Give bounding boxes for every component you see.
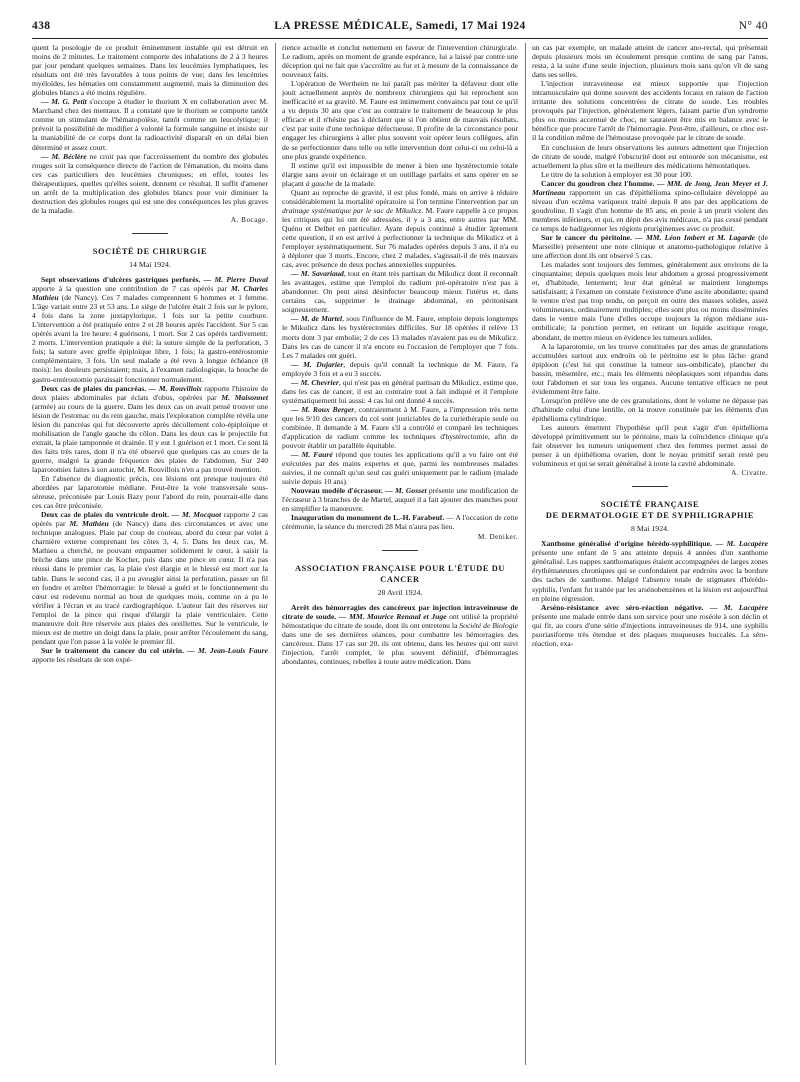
section-separator: [132, 233, 168, 234]
section-date: 8 Mai 1924.: [631, 524, 669, 534]
author-name: — M. Gosset: [382, 486, 427, 496]
paragraph-text: ont utilisé la propriété hémostatique du citrate de soude, dont ils ont entretenu la: [282, 611, 518, 630]
paragraph-text: apporte à la question une contribution de 7 cas opérés par: [32, 284, 231, 294]
author-signature: A. Civatte.: [731, 469, 768, 478]
paragraph: L'injection intraveineuse est mieux supportée que l'injection intramusculaire qui donne souvent des accidents locaux en raison de l'action irritante des solutions concentrées de citrate de soude. Les troubles provoqués par l'injection, généralement légers, faisant partie d'un syndrome plus ou moins accentué de choc, ne sauraient être mis en balance avec le bénéfice que procure l'arrêt de l'hémorragie. Peut-être, d'ailleurs, ce choc est-il la condition même de l'hémostase provoquée par le citrate de soude.: [532, 79, 768, 143]
article: [282, 486, 518, 513]
column-divider: [275, 43, 276, 1065]
section-heading: DE DERMATOLOGIE ET DE SYPHILIGRAPHIE: [545, 511, 755, 521]
article: [532, 233, 768, 260]
author-name: — M. de Martel: [291, 314, 343, 324]
paragraph: En l'absence de diagnostic précis, ces lésions ont presque toujours été abordées par laparotomie médiane. Peut-être la voie transversale sous-séreuse, préconisée par Louis Bazy pour l'abord du rein, pourrait-elle dans ces cas être préconisée.: [32, 474, 268, 511]
emphasis: à gauche: [305, 178, 334, 188]
emphasis: drainage systématique par le sac de Mikulicz.: [282, 205, 424, 215]
article-title: Arrêt des hémorragies des cancéreux par injection intraveineuse de citrate de soude.: [282, 602, 518, 621]
author-name: M. Charles Mathieu: [32, 284, 268, 303]
author-name: — MM. Maurice Renaud et Juge: [336, 611, 447, 621]
issue-number: N° 40: [738, 20, 768, 32]
article: [532, 539, 768, 602]
emphasis: Société de Biologie: [459, 620, 518, 630]
paragraph: [282, 405, 518, 450]
paragraph: un cas par exemple, un malade atteint de cancer ano-rectal, qui présentait depuis plusieurs mois un écoulement presque continu de sang par l'anus, resta, à la suite d'une seule injection, plusieurs mois sans qu'on vît de sang dans ses selles.: [532, 43, 768, 80]
section-separator: [382, 550, 418, 551]
paragraph: quent la posologie de ce produit éminemment instable qui est détruit en moins de 2 minutes. Le traitement comporte des inhalations de 2 à 3 heures par jour pendant quelques semaines. Dans les leucémies lymphatiques, les résultats ont été très favorables à tous points de vue; dans les leucémies myéloïdes, les hématies ont constamment augmenté, mais la diminution des globules blancs a été moins régulière.: [32, 43, 268, 98]
section-separator: [632, 486, 668, 487]
article: [282, 603, 518, 666]
paragraph: [282, 360, 518, 378]
paragraph: A la laparotomie, on les trouve constituées par des amas de granulations accumulées surtout aux endroits où le péritoine est le plus lâche: grand épiploon (c'est lui qui constitue la tumeur sus-ombilicale), plancher du bassin, mésentère, etc.; mais les éléments néoplasiques sont répandus dans tout l'abdomen et sur tous les organes. Aucune tentative efficace ne peut évidemment être faite.: [532, 341, 768, 396]
article: [282, 513, 518, 531]
paragraph-text: rapportent un cas d'épithélioma spino-cellulaire développé au niveau d'un eczéma variqueux traité depuis 8 ans par des applications de goudroline. Il s'agit d'un homme de 85 ans, en proie à un prurit violent des membres inférieurs, et qui, en dépit des avis médicaux, n'a pas cessé pendant ce temps de badigeonner les régions pruriginenses avec ce produit.: [532, 187, 768, 233]
author-name: — MM. de Jong, Jean Meyer et J. Martineau: [532, 178, 768, 197]
column-1: [32, 43, 268, 1067]
paragraph-text: rapporte l'histoire de deux plaies abdominales par éclats d'obus, opérées par: [32, 383, 268, 402]
paragraph: L'opération de Wertheim ne lui paraît pas mériter la défaveur dont elle jouit actuellement auprès de nombreux chirurgiens qui lui reprochent son inefficacité et sa gravité. M. Faure est intimement convaincu par tout ce qu'il a vu depuis 30 ans que c'est au contraire le traitement de beaucoup le plus efficace et il n'hésite pas à déclarer que si l'on obtient de mauvais résultats, c'est par suite d'une technique défectueuse. Il profite de la circonstance pour engager les chirurgiens à aller plus souvent voir opérer leurs collègues, afin de se perfectionner dans telle ou telle intervention dont celui-ci ou celui-là a une plus grande expérience.: [282, 79, 518, 161]
paragraph-text: rapporte 2 cas opérés par: [32, 510, 268, 529]
section-date: 14 Mai 1924.: [129, 259, 171, 269]
column-3: [532, 43, 768, 1067]
page-number: 438: [32, 20, 51, 32]
author-signature: M. Deniker.: [477, 532, 518, 541]
article-title: Xanthome généralisé d'origine hérédo-syphilitique.: [541, 539, 712, 549]
column-2: [282, 43, 518, 1067]
author-name: — M. Fauré: [291, 450, 333, 460]
author-name: — M. Rouvillois: [146, 383, 202, 393]
paragraph-text: apporte les résultats de son expé-: [32, 654, 133, 664]
paragraph: [282, 161, 518, 188]
paragraph-text: , tout en étant très partisan du Mikulicz dont il reconnaît les avantages, estime que l'emploi du radium pré-opératoire n'est pas à abandonner. On peut ainsi désinfecter beaucoup mieux l'utérus et, dans certains cas, supprimer le drainage abdominal, en péritonisant soigneusement.: [282, 269, 518, 315]
author-name: — M. Béclère: [41, 151, 87, 161]
paragraph-text: Quant au reproche de gravité, il est plus fondé, mais on arrive à réduire considérablement la mortalité opératoire si l'on termine l'intervention par un: [282, 187, 518, 206]
author-name: — M. Pierre Duval: [200, 274, 268, 284]
author-name: — M. G. Petit: [41, 97, 87, 107]
paragraph: En conclusion de leurs observations les auteurs admettent que l'injection de citrate de soude, malgré l'obscurité dont est entourée son mécanisme, est actuellement la plus sûre et la meilleure des médications hémostatiques.: [532, 142, 768, 170]
paragraph-text: , contrairement à M. Faure, a l'impression très nette que les 9/10 des cancers du col sont justiciables de la curiethérapie seule ou combinée. Il demande à M. Faure s'il a contrôlé et comparé les techniques d'application de radium comme les techniques d'hystérectomie, afin de pouvoir établir un parallèle équitable.: [282, 404, 518, 451]
paragraph-text: (de Nancy) dans des circonstances et avec une technique analogues. Plaie par coup de couteau, abord du cœur par volet à charnière externe comprenant les côtes 3, 4, 5. Dans les deux cas, M. Mathieu a cherché, ne pouvant empaumer solidement le cœur, à saisir la brèche dans une pince de Kocher, puis dans une pince en cœur. Il n'a pas réussi dans le premier cas, la plaie s'est élargie et le blessé est mort sur la table. Dans le second cas, il a pu aveugler ainsi la perforation, passer un fil en fondre et arrêter l'hémorragie: le blessé a guéri et le fonctionnement du cœur est redevenu normal au bout de quelques mois, comme on a pu le vérifier à l'écran et au tracé cardiographique. L'auteur fait des réserves sur l'emploi de la pince qui risque d'élargir la plaie ventriculaire. Cette manœuvre doit être réservée aux plaies des oreillettes. Sur le ventricule, le mieux est de mettre un doigt dans la plaie, pour arrêter l'écoulement du sang, pendant que l'on passe à la volée le premier fil.: [32, 519, 268, 646]
paragraph-text: s'occupe à étudier le thorium X en collaboration avec M. Marchand chez des mentaux. Il a constaté que le thorium se comporte tantôt comme un stimulant de l'hématopoïèse, tantôt comme un leucolytique; il prévoit la possibilité de modifier à volonté la formule sanguine et insiste sur la maniabilité de ce corps dont la radioactivité disparaît en un délai bien déterminé et assez court.: [32, 97, 268, 152]
newspaper-page: [32, 18, 768, 1068]
paragraph: Les malades sont toujours des femmes, généralement aux environs de la cinquantaine; depuis quelques mois leur abdomen a grossi progressivement et, d'habitude, lentement; leur état général se maintient longtemps satisfaisant; à l'examen on constate l'existence d'une ascite abondante; quand le ventre n'est pas trop tendu, on perçoit en outre des masses solides, assez volumineuses, ordinairement multiples; elles sont plus ou moins disséminées dans le ventre mais l'une d'elles occupe toujours la région médiane sus-ombilicale; la ponction permet, en retirant un liquide ascitique rouge, abondant, de mettre mieux en évidence les tumeurs solides.: [532, 260, 768, 342]
article-title: Arséno-résistance avec séro-réaction négative.: [541, 602, 704, 612]
paragraph: Lorsqu'on prélève une de ces granulations, dont le volume ne dépasse pas d'habitude celui d'une lentille, on la trouve constituée par les éléments d'un épithélioma cylindrique.: [532, 395, 768, 423]
author-name: — M. Savariaud: [291, 269, 344, 279]
paragraph: [32, 152, 268, 215]
article-title: Deux cas de plaies du ventricule droit.: [41, 510, 169, 520]
paragraph: Les auteurs émettent l'hypothèse qu'il peut s'agir d'un épithélioma développé primitivement sur le péritoine, mais la coïncidence clinique qu'a fait observer les tumeurs uniquement chez des femmes permet aussi de penser à un épithélioma ovarien, dont le noyau primitif serait resté peu volumineux et qui se serait généralisé à toute la cavité abdominale.: [532, 422, 768, 469]
article: [32, 510, 268, 646]
paragraph-text: ne croit pas que l'accroissement du nombre des globules rouges soit la conséquence directe de l'action de l'émanation, du moins dans ces cas particuliers des leucémies chroniques; en effet, toutes les thérapeutiques, quelles qu'elles soient, donnent ce résultat. Il suffit d'amener un arrêt de la multiplication des globules blancs pour voir diminuer la destruction des globules rouges qui est une des conséquences les plus graves de la maladie.: [32, 151, 268, 215]
paragraph-text: présente une enfant de 5 ans atteinte depuis 4 années d'un xanthome généralisé. Les nappes xanthomatiques étaient accompagnées de larges zones érythémateuses chroniques qui se confondaient par endroits avec la bordure des taches de xanthome. Malgré l'absence totale de stigmates d'hérédo-syphilis, l'enfant fut traitée par les arsénobenzènes et la lésion est aujourd'hui en pleine régression.: [532, 548, 768, 603]
author-name: — M. Mocquot: [168, 510, 222, 520]
article: [532, 603, 768, 648]
paragraph: [32, 97, 268, 151]
paragraph-text: — A l'occasion de cette cérémonie, la séance du mercredi 28 Mai n'aura pas lieu.: [282, 513, 518, 532]
article-title: Sur le traitement du cancer du col utérin.: [41, 645, 185, 655]
paragraph: [282, 188, 518, 269]
author-name: M. Maisonnet: [221, 392, 268, 402]
paragraph-text: (de Marseille) présentent une note clinique et anatomo-pathologique relative à une affection dont ils ont observé 5 cas.: [532, 232, 768, 261]
author-signature: A. Bocage.: [230, 215, 268, 224]
author-name: — M. Jean-Louis Faure: [184, 645, 268, 655]
column-divider: [525, 43, 526, 1065]
section-heading: ASSOCIATION FRANÇAISE POUR L'ÉTUDE DU CANCER: [294, 563, 506, 584]
article-title: Sur le cancer du péritoine.: [541, 232, 632, 242]
paragraph-text: présente une modification de l'écraseur à 3 branches de de Martel, auquel il a fait ajouter des manches pour en simplifier la manœuvre.: [282, 486, 518, 514]
paragraph-text: , qui n'est pas en général partisan du Mikulicz, estime que, dans les cas de cancer, il est au contraire tout à fait indiqué et il l'emploie systématiquement lui aussi: 4 cas lui ont donné 4 succès.: [282, 377, 518, 405]
article: [32, 646, 268, 664]
article-title: Cancer du goudron chez l'homme.: [541, 178, 655, 188]
paragraph-text: de la malade.: [333, 178, 376, 188]
paragraph-text: , depuis qu'il connaît la technique de M. Faure, l'a employée 3 fois et a eu 3 succès.: [282, 359, 518, 378]
article-title: Inauguration du monument de L.-H. Farabeuf.: [291, 513, 445, 523]
paragraph-text: Il estime qu'il est impossible de mener à bien une hystérectomie totale élargie sans avoir un éclairage et un outillage parfaits et sans opérer en se plaçant: [282, 160, 518, 188]
section-heading: SOCIÉTÉ FRANÇAISE: [600, 500, 700, 510]
section-date: 28 Avril 1924.: [377, 587, 423, 597]
paragraph: [282, 450, 518, 486]
article: [32, 275, 268, 384]
paragraph-text: , sous l'influence de M. Faure, emploie depuis longtemps le Mikulicz dans les hystérectomies difficiles. Sur 18 opérées il relève 13 morts dont 3 par embolie; 2 de ces 13 malades n'avaient pas eu de Mikulicz. Dans les cas de cancer il n'a encore eu l'occasion de l'employer que 7 fois. Les 7 malades ont guéri.: [282, 314, 518, 360]
article-title: Nouveau modèle d'écraseur.: [291, 486, 383, 496]
section-heading: SOCIÉTÉ DE CHIRURGIE: [92, 246, 208, 256]
paragraph: rience actuelle et conclut nettement en faveur de l'intervention chirurgicale. Le radium, après un moment de grande espérance, lui a laissé par contre une déception qui ne fait que s'accroître au fur et à mesure de la connaissance de nouveaux faits.: [282, 43, 518, 80]
paragraph-text: (armée) au cours de la guerre. Dans les deux cas on avait pensé trouver une lésion de l'estomac ou du rein gauche, mais l'exploration complète révéla une lésion du pancréas qui fut découverte après décollement colo-épiploïque et mobilisation de l'angle gauche du côlon. Dans les deux cas le projectile fut extrait, la plaie tamponnée et drainée. Il y eut 1 guérison et 1 mort. Ce sont là des faits très rares, dont il n'a été observé que quelques cas au cours de la guerre, malgré la grande fréquence des plaies de l'abdomen. Sur 240 laparotomies faites à son autochir, M. Rouvillois n'en a pas trouvé mention.: [32, 401, 268, 474]
article-title: Sept observations d'ulcères gastriques perforés.: [41, 274, 201, 284]
paragraph-text: présente une malade entrée dans son service pour une roséole à son déclin et qui fit, au cours d'une série d'injections intraveineuses de 914, une syphilis psoriasiforme très étendue et des plaques muqueuses buccales. La séro-réaction, exa-: [532, 611, 768, 648]
author-name: — M. Lacapère: [711, 539, 768, 549]
journal-title: LA PRESSE MÉDICALE, Samedi, 17 Mai 1924: [274, 20, 526, 32]
paragraph-text: dans une de ses dernières séances, pour combattre les hémorragies des cancéreux. Dans 17 cas sur 20, ils ont obtenu, dans les heures qui ont suivi l'injection, l'arrêt complet, le plus souvent définitif, d'hémorragies abondantes, continues, rebelles à toute autre médication. Dans: [282, 629, 518, 666]
author-name: — M. Lacapère: [703, 602, 768, 612]
article: [532, 179, 768, 233]
author-name: — MM. Léon Imbert et M. Lagarde: [631, 232, 756, 242]
paragraph-text: M. Faure rappelle à ce propos les critiques qui lui ont été adressées, il y a 3 ans, entre autres par MM. Quénu et Delbet en particulier. Ayant depuis continué à étudier âprement cette question, il en est arrivé à perfectionner la technique du Mikulicz et à l'employer systématiquement. Sur 76 malades opérées depuis 3 ans, il n'a eu à déplorer que 3 morts. Encore, chez 2 malades, s'agissait-il de très mauvais cas, avec présence de deux poches annexielles suppurées.: [282, 205, 518, 270]
paragraph: [282, 269, 518, 314]
page-header: [32, 18, 768, 39]
paragraph: [282, 378, 518, 405]
author-name: — M. Dujarier: [291, 359, 344, 369]
author-name: — M. Chevrier: [291, 377, 339, 387]
paragraph-text: répond que toutes les applications qu'il a vu faire ont été exécutées par des mains expertes et que, parmi les nombreuses malades suivies, il ne connaît qu'un seul cas guéri uniquement par le radium (malade suivie depuis 10 ans).: [282, 450, 518, 487]
article-title: Deux cas de plaies du pancréas.: [41, 383, 147, 393]
article: [32, 384, 268, 474]
paragraph: [282, 314, 518, 359]
columns: [32, 43, 768, 1067]
paragraph-text: (de Nancy). Ces 7 malades comprennent 6 hommes et 1 femme. L'âge variait entre 23 et 53 ans. Le siège de l'ulcère était 2 fois sur le pylore, 4 fois dans la zone juxtapylorique, 1 fois sur la petite courbure. L'intervention a été pratiquée entre 2 et 28 heures après l'accident. Sur 5 cas opérés avant la 1re heure: 4 guérisons, 1 mort. Sur 2 cas opérés tardivement: 2 morts. L'intervention pratiquée a été: la suture simple de la perforation, 3 fois; la suture avec greffe épiploïque libre, 1 fois; la gastro-entérostomie complémentaire, 3 fois. Un seul malade a été revu à longue échéance (8 mois): les douleurs persistaient; mais, à l'examen radiologique, la bouche de gastro-entérostomie paraissait fonctionner normalement.: [32, 293, 268, 384]
author-name: M. Mathieu: [69, 519, 109, 529]
paragraph: Le titre de la solution à employer est 30 pour 100.: [541, 169, 693, 179]
author-name: — M. Roux Berger: [291, 404, 355, 414]
